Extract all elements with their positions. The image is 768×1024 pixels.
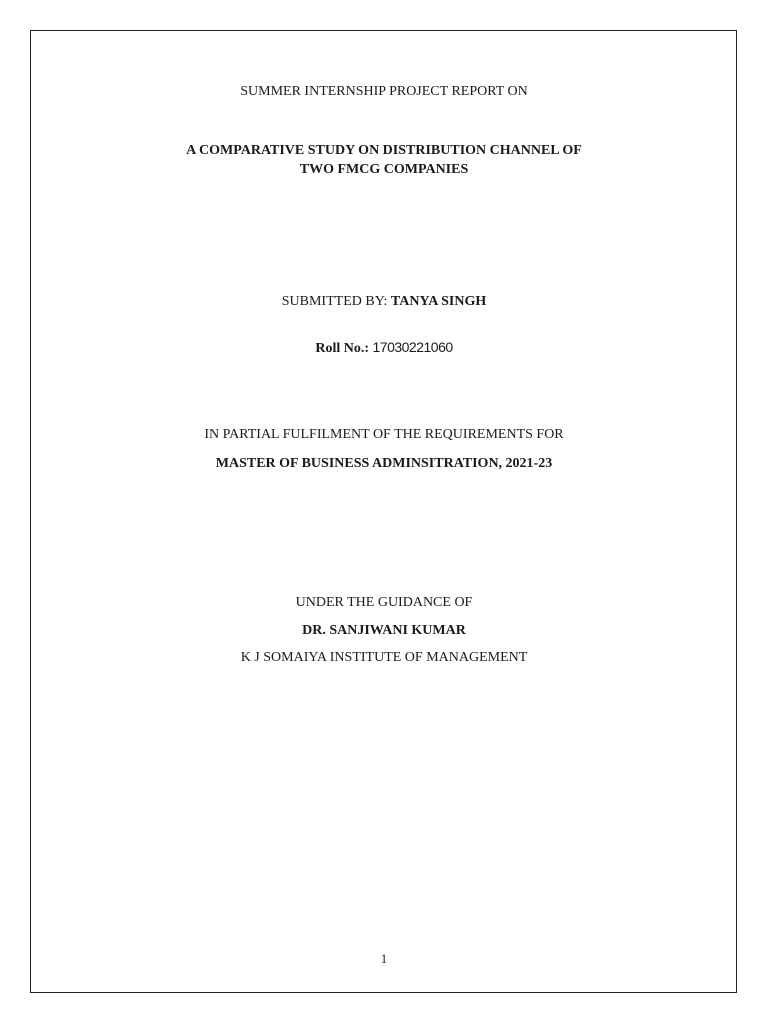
roll-number bbox=[0, 338, 768, 358]
submitted-by bbox=[0, 293, 768, 311]
roll-number-value: 17030221060 bbox=[372, 339, 453, 355]
fulfilment-line: IN PARTIAL FULFILMENT OF THE REQUIREMENTS FOR bbox=[204, 427, 564, 442]
institute-name: K J SOMAIYA INSTITUTE OF MANAGEMENT bbox=[240, 650, 528, 665]
report-header: SUMMER INTERNSHIP PROJECT REPORT ON bbox=[240, 84, 528, 99]
guide-name: DR. SANJIWANI KUMAR bbox=[302, 623, 466, 638]
guidance-label: UNDER THE GUIDANCE OF bbox=[295, 595, 473, 610]
report-title-line-2: TWO FMCG COMPANIES bbox=[299, 162, 469, 177]
report-title-line-1: A COMPARATIVE STUDY ON DISTRIBUTION CHANNEL OF bbox=[186, 143, 582, 158]
page-number: 1 bbox=[380, 951, 388, 966]
submitter-name: TANYA SINGH bbox=[390, 294, 487, 309]
roll-number-label: Roll No.: bbox=[315, 341, 369, 356]
degree-line: MASTER OF BUSINESS ADMINSITRATION, 2021-23 bbox=[215, 456, 553, 471]
submitted-by-label: SUBMITTED BY: bbox=[281, 294, 388, 309]
